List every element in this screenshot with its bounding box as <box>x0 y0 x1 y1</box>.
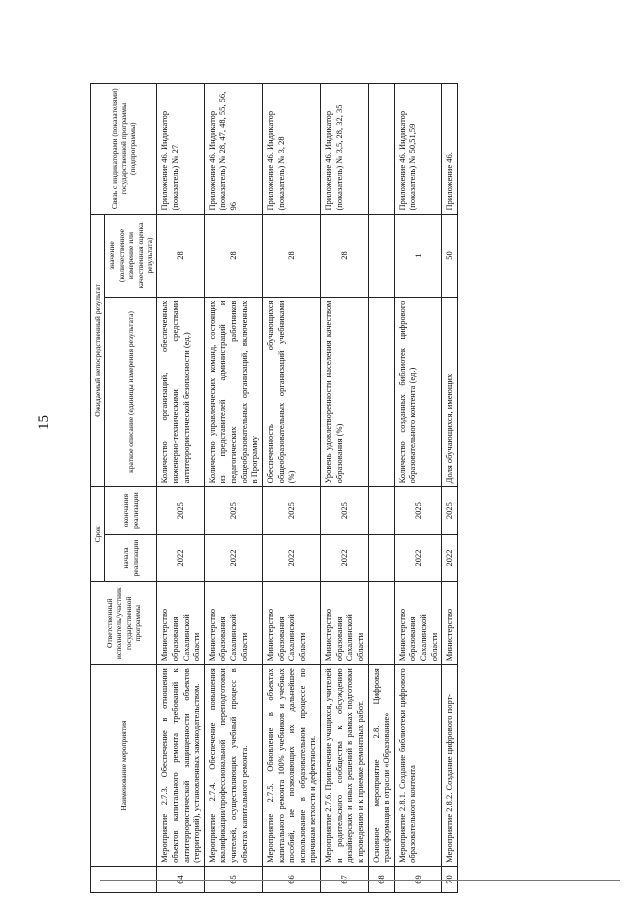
measures-table <box>90 83 458 893</box>
page-number: 15 <box>36 415 52 430</box>
table-row <box>442 84 458 893</box>
row-link: Приложение 46. Индикатор (показатель) № 50,51,59 <box>394 84 442 215</box>
row-desc: Обеспеченность обучающихся общеобразовательных организаций учебниками (%) <box>262 297 320 487</box>
header-desc: краткое описание (единицы измерения результата) <box>105 297 157 487</box>
row-link: Приложение 46. Индикатор (показатель) № 3, 28 <box>262 84 320 215</box>
row-responsible: Министерство <box>442 582 458 665</box>
row-end: 2025 <box>204 487 262 534</box>
row-end: 2025 <box>442 487 458 534</box>
header-value: значение (количественное измерение или качественная оценка результата) <box>105 214 157 297</box>
row-start <box>368 534 394 581</box>
row-responsible: Министерство образования Сахалинской области <box>321 582 369 665</box>
row-value: 50 <box>442 214 458 297</box>
row-name: Мероприятие 2.8.1. Создание библиотеки цифрового образовательного контента <box>394 665 442 867</box>
row-responsible <box>368 582 394 665</box>
row-link: Приложение 46. Индикатор (показатель) № 3,5, 28, 32, 35 <box>321 84 369 215</box>
row-name: Мероприятие 2.7.4. Обеспечение повышения квалификации/профессиональной переподготовки учителей, осуществляющих учебный процесс в объектах капитального ремонта. <box>204 665 262 867</box>
row-end: 2025 <box>321 487 369 534</box>
row-start: 2022 <box>262 534 320 581</box>
row-name: Основное мероприятие 2.8. Цифровая трансформация в отрасли «Образование» <box>368 665 394 867</box>
row-name: Мероприятие 2.7.3. Обеспечение в отношении объектов капитального ремонта требований к антитеррористической защищенности объектов (территорий), установленных законодательством. <box>157 665 205 867</box>
row-name: Мероприятие 2.8.2. Создание цифрового порт- <box>442 665 458 867</box>
row-link: Приложение 46. Индикатор (показатель) № 28, 47, 48, 55, 56, 96 <box>204 84 262 215</box>
header-row-1 <box>91 84 105 893</box>
row-name: Мероприятие 2.7.5. Обновление в объектах капитального ремонта 100% учебников и учебных пособий, не позволяющих их дальнейшее использование в образовательном процессе по причинам ветхости и дефектности. <box>262 665 320 867</box>
row-desc: Количество созданных библиотек цифрового образовательного контента (ед.) <box>394 297 442 487</box>
row-start: 2022 <box>157 534 205 581</box>
row-value: 28 <box>262 214 320 297</box>
row-start: 2022 <box>204 534 262 581</box>
row-responsible: Министерство образования Сахалинской области <box>262 582 320 665</box>
row-value: 28 <box>321 214 369 297</box>
rotated-document <box>80 75 624 905</box>
table-row <box>368 84 394 893</box>
header-name: Наименование мероприятия <box>91 665 157 867</box>
row-start: 2022 <box>442 534 458 581</box>
table-row <box>204 84 262 893</box>
row-link: Приложение 46. Индикатор (показатель) № 27 <box>157 84 205 215</box>
row-start: 2022 <box>394 534 442 581</box>
row-desc: Количество организаций, обеспеченных инженерно-техническими средствами антитеррористической безопасности (ед.) <box>157 297 205 487</box>
row-start: 2022 <box>321 534 369 581</box>
table-row <box>157 84 205 893</box>
row-responsible: Министерство образования Сахалинской области <box>394 582 442 665</box>
row-end <box>368 487 394 534</box>
scan-edge-line <box>100 880 620 881</box>
row-name: Мероприятие 2.7.6. Привлечение учащихся, учителей и родительского сообщества к обсуждению дизайнерских и иных решений в рамках подготовки к проведению и к приемке ремонтных работ. <box>321 665 369 867</box>
table-row <box>262 84 320 893</box>
row-desc: Уровень удовлетворенности населения качеством образования (%) <box>321 297 369 487</box>
row-end: 2025 <box>262 487 320 534</box>
header-term: Срок <box>91 487 105 582</box>
row-desc: Доля обучающихся, имеющих <box>442 297 458 487</box>
row-end: 2025 <box>157 487 205 534</box>
header-start: начала реализации <box>105 534 157 581</box>
header-responsible: Ответственный исполнитель/участник государственной программы <box>91 582 157 665</box>
row-value: 28 <box>204 214 262 297</box>
table-row <box>394 84 442 893</box>
table-row <box>321 84 369 893</box>
row-link: Приложение 46. <box>442 84 458 215</box>
row-responsible: Министерство образования Сахалинской области <box>157 582 205 665</box>
row-responsible: Министерство образования Сахалинской области <box>204 582 262 665</box>
row-value: 28 <box>157 214 205 297</box>
row-end: 2025 <box>394 487 442 534</box>
row-desc <box>368 297 394 487</box>
row-link <box>368 84 394 215</box>
row-value <box>368 214 394 297</box>
row-desc: Количество управленческих команд, состоящих из представителей администраций и педагогических работников общеобразовательных организаций, включенных в Программу <box>204 297 262 487</box>
header-link: Связь с индикаторами (показателями) государственной программы (подпрограммы) <box>91 84 157 215</box>
row-value: 1 <box>394 214 442 297</box>
header-end: окончания реализации <box>105 487 157 534</box>
table-container <box>90 83 458 893</box>
header-expected: Ожидаемый непосредственный результат <box>91 214 105 487</box>
